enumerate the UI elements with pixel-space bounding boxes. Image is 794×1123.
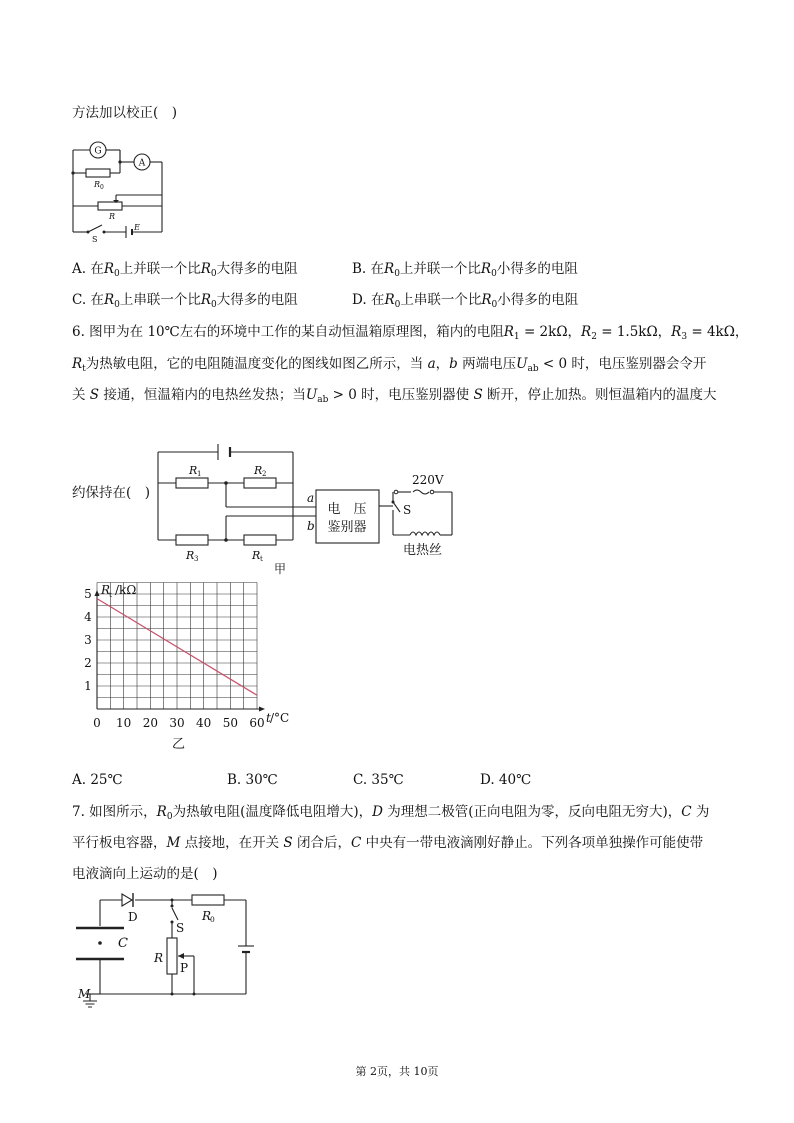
label-r1-sub: 1	[197, 470, 202, 478]
q6-option-d[interactable]: D. 40℃	[480, 772, 532, 788]
graph-axes	[95, 590, 266, 712]
label-r0-sub: 0	[210, 915, 215, 924]
q6-stem-line1: 6. 图甲为在 10℃左右的环境中工作的某自动恒温箱原理图，箱内的电阻$R_1 = 2k\Omega$，$R_2 = 1.5k\Omega$，$R_3 = 4k\Omega$，	[72, 324, 749, 342]
y-tick-label: 5	[84, 587, 92, 601]
q7-stem-line1: 7. 如图所示，$R_0$为热敏电阻(温度降低电阻增大)，D 为理想二极管(正向电阻为零，反向电阻无穷大)，C 为	[72, 804, 710, 822]
q6-stem-line2: $R_t$为热敏电阻，它的电阻随温度变化的图线如图乙所示，当 a，b 两端电压$U_{ab} < 0$ 时，电压鉴别器会令开	[72, 356, 707, 374]
label-r0: R	[202, 909, 212, 923]
label-p: P	[180, 961, 189, 975]
q6-option-c[interactable]: C. 35℃	[353, 772, 404, 788]
graph-caption-yi: 乙	[172, 737, 186, 752]
q6-option-b[interactable]: B. 30℃	[227, 772, 278, 788]
q6-option-a[interactable]: A. 25℃	[72, 772, 123, 788]
label-b: b	[307, 519, 315, 533]
x-axis-unit: /°C	[270, 711, 290, 725]
label-g: G	[94, 146, 102, 157]
y-tick-label: 2	[84, 656, 92, 670]
label-r3-sub: 3	[194, 555, 199, 563]
graph-grid	[97, 583, 257, 710]
label-220v: 220V	[412, 473, 444, 487]
ground-icon	[83, 1001, 97, 1007]
y-tick-label: 4	[84, 610, 92, 624]
q6-stem-line3: 关 S 接通，恒温箱内的电热丝发热；当$U_{ab} > 0$ 时，电压鉴别器使 S 断开，停止加热。则恒温箱内的温度大	[72, 387, 717, 405]
page-footer: 第 2页，共 10页	[355, 1065, 439, 1078]
label-c: C	[118, 936, 128, 951]
label-s: S	[92, 235, 98, 244]
label-a: a	[307, 491, 315, 505]
x-tick-label: 40	[196, 716, 212, 730]
label-r: R	[154, 951, 164, 965]
q7-circuit-figure	[72, 888, 262, 1013]
label-m: M	[78, 987, 91, 1001]
q7-stem-line2: 平行板电容器，M 点接地，在开关 S 闭合后，C 中央有一带电液滴刚好静止。下列各项单独操作可能使带	[72, 835, 704, 851]
q5-option-d[interactable]: D. 在$R_0$上串联一个比$R_0$小得多的电阻	[352, 292, 579, 310]
label-r2: R	[254, 464, 263, 477]
q7-stem-line3: 电液滴向上运动的是( )	[72, 866, 218, 882]
resistor-rt	[244, 535, 276, 545]
x-tick-label: 20	[142, 716, 158, 730]
heater-coil-icon	[410, 532, 440, 535]
label-r0: R	[94, 180, 101, 189]
q6-graph-yi	[80, 582, 310, 752]
resistor-r0	[192, 895, 224, 905]
q5-option-b[interactable]: B. 在$R_0$上并联一个比$R_0$小得多的电阻	[352, 261, 578, 279]
q5-stem-tail: 方法加以校正( )	[72, 105, 178, 121]
rheostat-r	[167, 938, 177, 974]
label-rt-sub: t	[260, 555, 263, 563]
y-axis-label-sub: t	[109, 590, 113, 599]
label-r2-sub: 2	[262, 470, 267, 478]
resistor-r2	[244, 478, 276, 488]
resistor-r3	[176, 535, 208, 545]
label-heater: 电热丝	[403, 543, 443, 558]
x-tick-label: 10	[116, 716, 132, 730]
q6-stem-line4: 约保持在( )	[72, 485, 151, 501]
rheostat-r	[98, 202, 122, 210]
x-tick-label: 50	[222, 716, 238, 730]
x-axis-label: t	[266, 711, 271, 725]
ac-symbol-icon	[413, 490, 429, 494]
y-tick-label: 1	[84, 679, 92, 693]
label-s: S	[403, 503, 412, 517]
resistor-r0	[86, 169, 110, 177]
label-jia: 甲	[274, 562, 287, 576]
label-r: R	[109, 212, 116, 221]
y-axis-unit: /kΩ	[115, 583, 137, 597]
box-label-2: 鉴别器	[327, 520, 367, 535]
label-r3: R	[186, 549, 195, 562]
q5-option-a[interactable]: A. 在$R_0$上并联一个比$R_0$大得多的电阻	[72, 261, 298, 279]
droplet-icon	[98, 941, 102, 945]
label-d: D	[128, 910, 138, 924]
q6-circuit-figure-jia	[150, 440, 460, 580]
label-r0-sub: 0	[100, 184, 104, 191]
label-s: S	[176, 921, 185, 935]
label-a: A	[138, 158, 146, 169]
q5-circuit-figure	[70, 140, 190, 244]
resistor-r1	[176, 478, 208, 488]
label-r1: R	[189, 464, 198, 477]
label-e: E	[134, 223, 140, 232]
y-tick-label: 3	[84, 633, 92, 647]
diode-icon	[122, 894, 132, 906]
x-tick-label: 30	[169, 716, 185, 730]
box-label-1: 电 压	[327, 502, 367, 517]
q5-option-c[interactable]: C. 在$R_0$上串联一个比$R_0$大得多的电阻	[72, 292, 298, 310]
label-rt: R	[252, 549, 261, 562]
x-tick-label: 0	[93, 716, 101, 730]
x-tick-label: 60	[249, 716, 265, 730]
y-axis-label: R	[101, 583, 111, 597]
